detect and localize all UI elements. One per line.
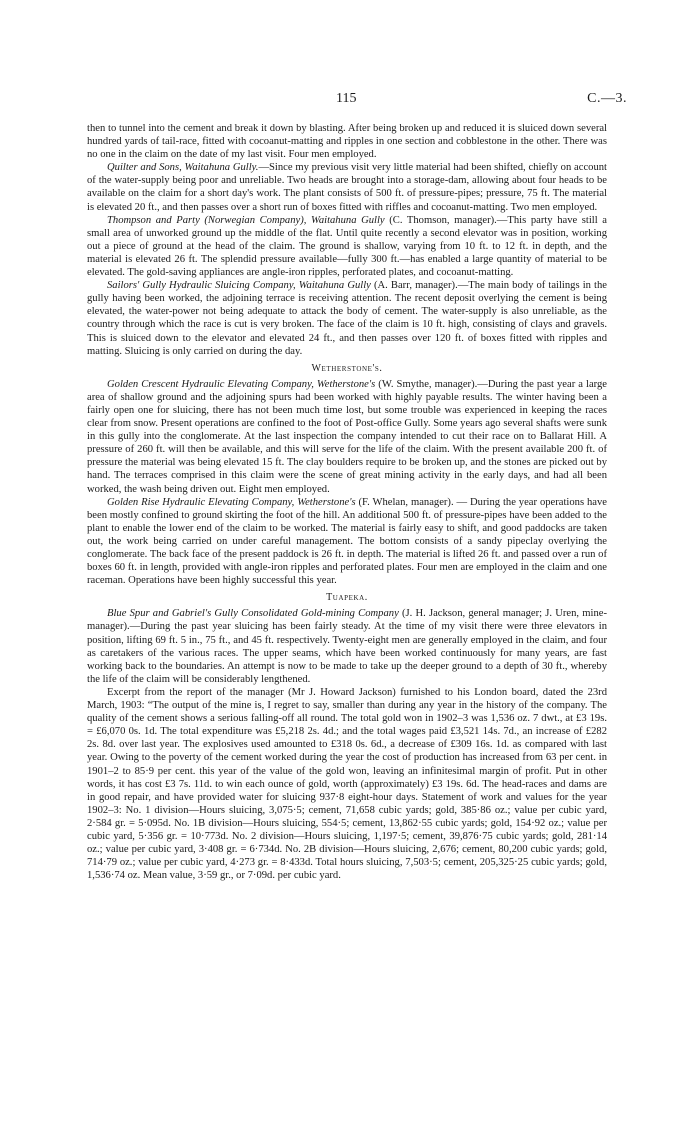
- claim-paragraph-sailors-gully: [87, 279, 607, 358]
- paragraph-text: —Since my previous visit very little material had been shifted, chiefly on account of the water-supply being poor and unreliable. Two heads are brought into a storage-dam, allowing about four heads to be available on the claim for a short day's work. The plant consists of 500 ft. of pressure-pipes; pressure, 75 ft. The material is elevated 20 ft., and then passes over a short run of boxes fitted with riffles and cocoanut-matting. Two men employed.: [87, 162, 607, 213]
- paragraph-continuation: [87, 122, 607, 161]
- claim-title: Golden Crescent Hydraulic Elevating Company, Wetherstone's: [107, 378, 376, 390]
- paragraph-text: then to tunnel into the cement and break it down by blasting. After being broken up and reduced it is sluiced down several hundred yards of tail-race, fitted with cocoanut-matting and ripples in one section and cobblestone in the other. There was no one in the claim on the date of my last visit. Four men employed.: [87, 123, 607, 161]
- claim-title: Thompson and Party (Norwegian Company), Waitahuna Gully: [107, 214, 385, 226]
- document-reference: C.—3.: [587, 91, 627, 106]
- claim-paragraph-golden-crescent: [87, 378, 607, 496]
- section-heading-wetherstones: Wetherstone's.: [311, 362, 383, 374]
- claim-paragraph-thompson: [87, 214, 607, 279]
- claim-title: Golden Rise Hydraulic Elevating Company, Wetherstone's: [107, 496, 356, 508]
- claim-paragraph-golden-rise: [87, 496, 607, 588]
- report-body: [87, 122, 607, 882]
- claim-title: Blue Spur and Gabriel's Gully Consolidated Gold-mining Company: [107, 608, 399, 620]
- paragraph-text: (J. H. Jackson, general manager; J. Uren, mine-manager).—During the past year sluicing has been fairly steady. At the time of my visit there were three elevators in position, lifting 69 ft. 5 in., 75 ft., and 45 ft. respectively. Twenty-eight men are generally employed in the claim, and four as caretakers of the various races. The upper seams, which have been worked continuously for many years, are fast working back to the boundaries. An attempt is now to be made to take up the deeper ground to a depth of 30 ft., whereby the life of the claim will be considerably lengthened.: [87, 608, 607, 685]
- manager-report-excerpt: [87, 686, 607, 882]
- paragraph-text: (F. Whelan, manager). — During the year operations have been mostly confined to ground skirting the foot of the hill. An additional 500 ft. of pressure-pipes have been added to the plant to enable the lower end of the claim to be worked. The material is fairly easy to shift, and good paddocks are taken out, the work being carried on under careful management. The bottom consists of a sandy pipeclay overlying the conglomerate. The back face of the present paddock is 26 ft. in depth. The material is lifted 26 ft. and passed over a run of boxes 60 ft. in length, provided with angle-iron ripples and perforated plates. Four men are employed in the claim and one raceman. Operations have been highly successful this year.: [87, 496, 607, 587]
- claim-paragraph-quilter: [87, 161, 607, 213]
- paragraph-text: (C. Thomson, manager).—This party have still a small area of unworked ground up the middle of the flat. Until quite recently a second elevator was in position, working out a piece of ground at the head of the claim. The ground is shallow, varying from 10 ft. to 12 ft. in depth, and the material is elevated 26 ft. The splendid pressure available—fully 300 ft.—has enabled a large quantity of material to be elevated. The gold-saving appliances are angle-iron ripples, perforated plates, and cocoanut-matting.: [87, 214, 607, 279]
- claim-title: Quilter and Sons, Waitahuna Gully.: [107, 162, 259, 174]
- claim-paragraph-blue-spur: [87, 607, 607, 686]
- paragraph-text: (W. Smythe, manager).—During the past year a large area of shallow ground and the adjoining spurs had been worked with highly payable results. The winter having been a fairly open one for sluicing, there has not been much time lost, but some trouble was experienced in keeping the races clear from snow. Present operations are confined to the foot of Post-office Gully. Some years ago several shafts were sunk in this gully into the conglomerate. At the last inspection the company intended to cut their race on to Ballarat Hill. A pressure of 260 ft. will then be available, and this will serve for the life of the claim. With the present available 200 ft. of pressure the material was being elevated 15 ft. The clay boulders require to be broken up, and the stones are picked out by hand. The terraces comprised in this claim were the scene of great mining activity in the early days, and had all been worked, the wash being driven out. Eight men employed.: [87, 378, 608, 495]
- claim-title: Sailors' Gully Hydraulic Sluicing Company, Waitahuna Gully: [107, 280, 371, 292]
- section-heading-tuapeka: Tuapeka.: [326, 592, 368, 604]
- page-header: [0, 91, 700, 109]
- paragraph-text: Excerpt from the report of the manager (Mr J. Howard Jackson) furnished to his London board, dated the 23rd March, 1903: “The output of the mine is, I regret to say, smaller than during any year in the history of the company. The quality of the cement shows a serious falling-off all round. The total gold won in 1902–3 was 1,536 oz. 7 dwt., at £3 19s. = £6,070 0s. 1d. The total expenditure was £5,218 2s. 4d.; and the total wages paid £3,521 14s. 7d., an increase of £282 2s. 8d. over last year. The explosives used amounted to £318 0s. 6d., a decrease of £309 16s. 1d. as compared with last year. Owing to the poverty of the cement worked during the year the cost of production has increased from 63 per cent. in 1901–2 to 85·9 per cent. this year of the value of the gold won, leaving an infinitesimal margin of profit. Put in other words, it has cost £3 7s. 11d. to win each ounce of gold, worth (approximately) £3 19s. 6d. The head-races and dams are in good repair, and have provided water for sluicing 937·8 eight-hour days. Statement of work and values for the year 1902–3: No. 1 division—Hours sluicing, 3,075·5; cement, 71,658 cubic yards; gold, 385·86 oz.; value per cubic yard, 2·584 gr. = 5·095d. No. 1B division—Hours sluicing, 554·5; cement, 13,862·55 cubic yards; gold, 154·92 oz.; value per cubic yard, 5·356 gr. = 10·773d. No. 2 division—Hours sluicing, 1,197·5; cement, 39,876·75 cubic yards; gold, 281·14 oz.; value per cubic yard, 3·408 gr. = 6·734d. No. 2B division—Hours sluicing, 2,676; cement, 80,200 cubic yards; gold, 714·79 oz.; value per cubic yard, 4·273 gr. = 8·433d. Total hours sluicing, 7,503·5; cement, 205,325·25 cubic yards; gold, 1,536·74 oz. Mean value, 3·59 gr., or 7·09d. per cubic yard.: [87, 686, 607, 882]
- paragraph-text: (A. Barr, manager).—The main body of tailings in the gully having been worked, the adjoining terrace is receiving attention. The recent deposit overlying the cement is being elevated, the water-power not being adequate to attack the body of cement. The water-supply is also unreliable, as the country through which the race is cut is very broken. The face of the claim is 10 ft. high, consisting of clays and gravels. This is sluiced down to the elevator and elevated 24 ft., and then passes over 120 ft. of boxes fitted with ripples and matting. Sluicing is only carried on during the day.: [87, 280, 607, 357]
- page-number: 115: [336, 91, 357, 106]
